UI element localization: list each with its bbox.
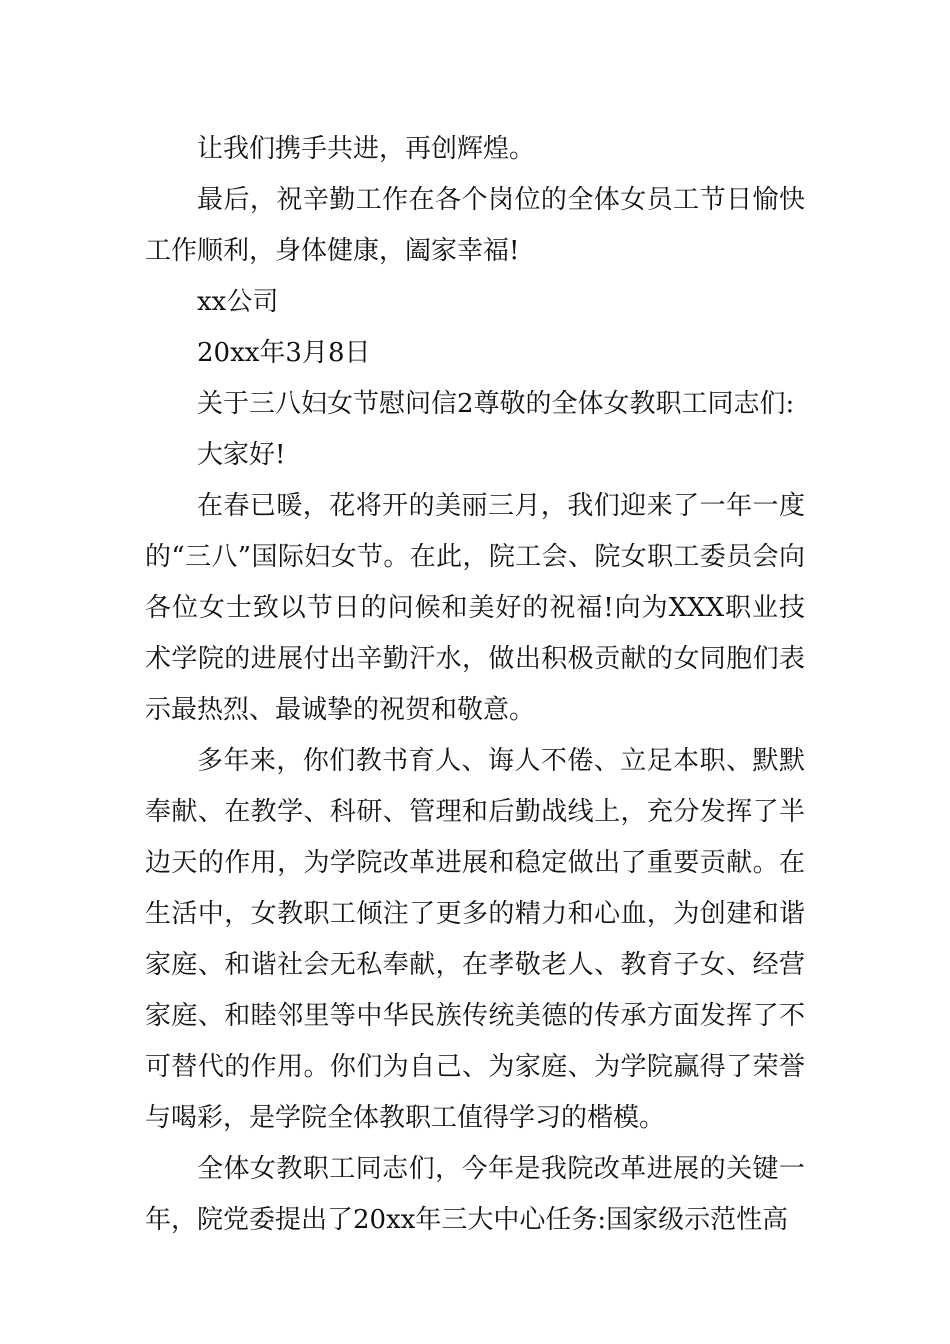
letter-heading-salutation: 关于三八妇女节慰问信2尊敬的全体女教职工同志们: bbox=[197, 389, 795, 419]
greeting: 大家好! bbox=[197, 440, 286, 470]
document-body bbox=[145, 124, 805, 1246]
paragraph-closing-wish: 让我们携手共进，再创辉煌。 bbox=[197, 134, 536, 164]
paragraph-final-blessing: 最后，祝辛勤工作在各个岗位的全体女员工节日愉快工作顺利，身体健康，阖家幸福! bbox=[145, 185, 805, 266]
paragraph-contributions: 多年来，你们教书育人、诲人不倦、立足本职、默默奉献、在教学、科研、管理和后勤战线上，充分发挥了半边天的作用，为学院改革进展和稳定做出了重要贡献。在生活中，女教职工倾注了更多的精力和心血，为创建和谐家庭、和谐社会无私奉献，在孝敬老人、教育子女、经营家庭、和睦邻里等中华民族传统美德的传承方面发挥了不可替代的作用。你们为自己、为家庭、为学院赢得了荣誉与喝彩，是学院全体教职工值得学习的楷模。 bbox=[145, 746, 805, 1133]
signature-date: 20xx年3月8日 bbox=[197, 338, 371, 368]
paragraph-festival-greeting: 在春已暖，花将开的美丽三月，我们迎来了一年一度的“三八”国际妇女节。在此，院工会、院女职工委员会向各位女士致以节日的问候和美好的祝福!向为XXX职业技术学院的进展付出辛勤汗水，做出积极贡献的女同胞们表示最热烈、最诚挚的祝贺和敬意。 bbox=[145, 491, 805, 725]
signature-company: xx公司 bbox=[197, 287, 279, 317]
paragraph-key-year: 全体女教职工同志们，今年是我院改革进展的关键一年，院党委提出了20xx年三大中心任务:国家级示范性高 bbox=[145, 1154, 805, 1235]
